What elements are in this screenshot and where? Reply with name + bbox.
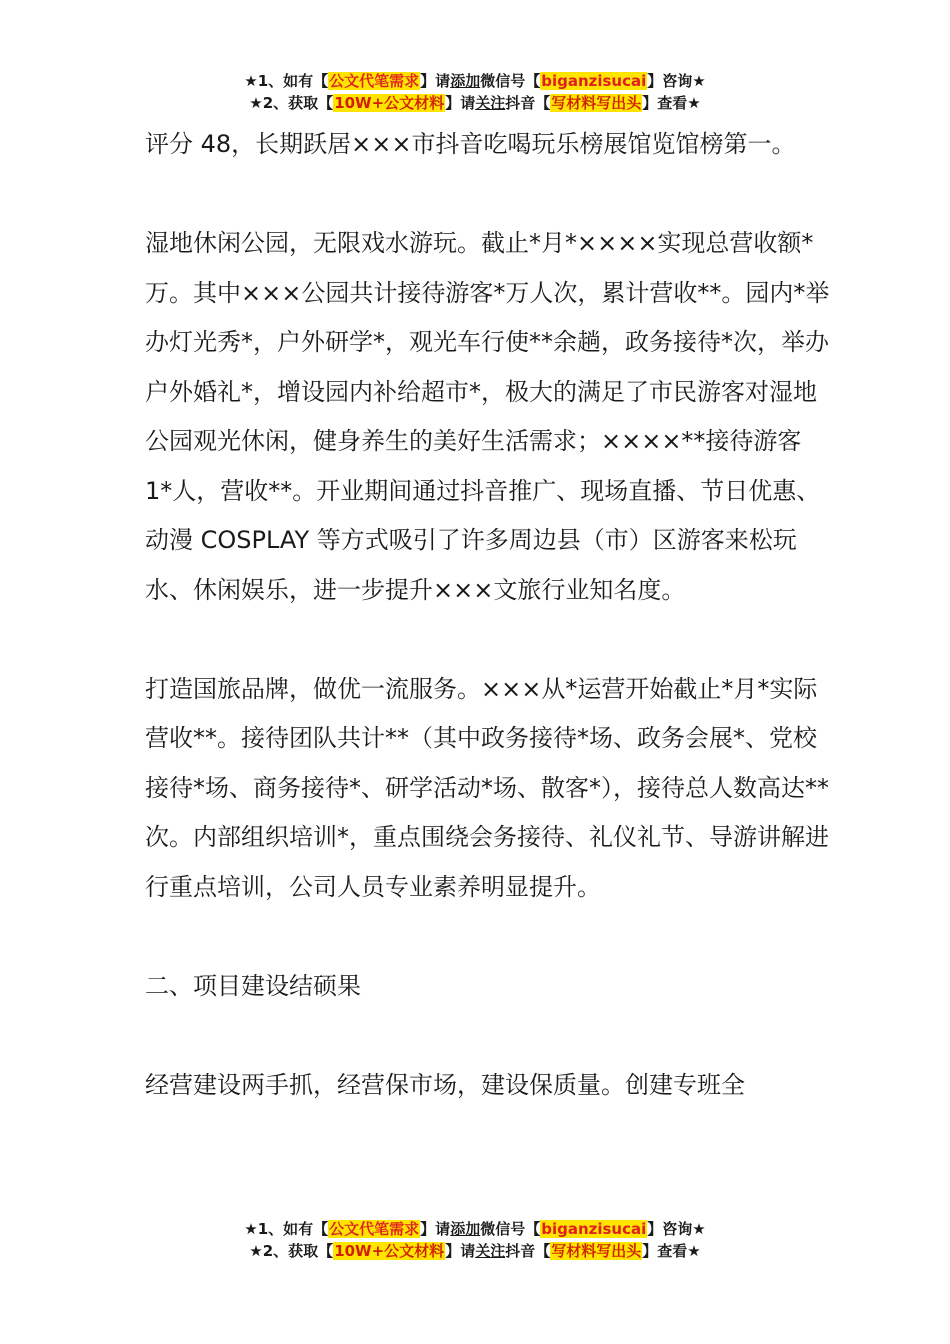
banner-text: ★1、如有【 xyxy=(244,72,329,90)
paragraph-rating: 评分 48，长期跃居×××市抖音吃喝玩乐榜展馆览馆榜第一。 xyxy=(145,130,796,158)
footer-banner xyxy=(0,1218,950,1262)
paragraph-wetland-park: 湿地休闲公园，无限戏水游玩。截止*月*××××实现总营收额*万。其中×××公园共计接待游客*万人次，累计营收**。园内*举办灯光秀*，户外研学*，观光车行使**余趟，政务接待*次，举办户外婚礼*，增设园内补给超市*，极大的满足了市民游客对湿地公园观光休闲，健身养生的美好生活需求；××××**接待游客 1*人，营收**。开业期间通过抖音推广、现场直播、节日优惠、动漫 COSPLAY 等方式吸引了许多周边县（市）区游客来松玩水、休闲娱乐，进一步提升×××文旅行业知名度。 xyxy=(145,229,830,604)
highlight-wechat-id: biganzisucai xyxy=(541,1220,647,1238)
paragraph-gap xyxy=(145,912,835,962)
banner-text: 抖音【 xyxy=(505,94,551,112)
highlight-wechat-id: biganzisucai xyxy=(541,72,647,90)
banner-text: ★1、如有【 xyxy=(244,1220,329,1238)
banner-text: 】查看★ xyxy=(642,1242,701,1260)
banner-text: 】请 xyxy=(420,1220,451,1238)
banner-text: ★2、获取【 xyxy=(249,94,334,112)
paragraph-gap xyxy=(145,1011,835,1061)
banner-line-1 xyxy=(0,70,950,92)
underlined-follow: 关注 xyxy=(475,94,506,112)
banner-line-2 xyxy=(0,92,950,114)
header-banner xyxy=(0,70,950,114)
banner-text: 】咨询★ xyxy=(647,72,706,90)
underlined-follow: 关注 xyxy=(475,1242,506,1260)
underlined-add: 添加 xyxy=(450,1220,481,1238)
banner-text: 】查看★ xyxy=(642,94,701,112)
highlight-douyin: 写材料写出头 xyxy=(551,94,642,112)
banner-line-1 xyxy=(0,1218,950,1240)
banner-line-2 xyxy=(0,1240,950,1262)
underlined-add: 添加 xyxy=(450,72,481,90)
highlight-service: 公文代笔需求 xyxy=(329,1220,420,1238)
banner-text: 抖音【 xyxy=(505,1242,551,1260)
highlight-service: 公文代笔需求 xyxy=(329,72,420,90)
document-body xyxy=(145,120,835,1110)
banner-text: 】请 xyxy=(420,72,451,90)
highlight-douyin: 写材料写出头 xyxy=(551,1242,642,1260)
banner-text: 微信号【 xyxy=(480,1220,541,1238)
paragraph-gap xyxy=(145,170,835,220)
banner-text: 】请 xyxy=(445,94,476,112)
paragraph-travel-brand: 打造国旅品牌，做优一流服务。×××从*运营开始截止*月*实际营收**。接待团队共计**（其中政务接待*场、政务会展*、党校接待*场、商务接待*、研学活动*场、散客*），接待总人数高达**次。内部组织培训*，重点围绕会务接待、礼仪礼节、导游讲解进行重点培训，公司人员专业素养明显提升。 xyxy=(145,674,829,901)
banner-text: 】咨询★ xyxy=(647,1220,706,1238)
highlight-materials: 10W+公文材料 xyxy=(334,94,445,112)
banner-text: 微信号【 xyxy=(480,72,541,90)
section-heading: 二、项目建设结硕果 xyxy=(145,971,361,1000)
highlight-materials: 10W+公文材料 xyxy=(334,1242,445,1260)
banner-text: ★2、获取【 xyxy=(249,1242,334,1260)
paragraph-gap xyxy=(145,615,835,665)
paragraph-construction: 经营建设两手抓，经营保市场，建设保质量。创建专班全 xyxy=(145,1070,745,1099)
banner-text: 】请 xyxy=(445,1242,476,1260)
